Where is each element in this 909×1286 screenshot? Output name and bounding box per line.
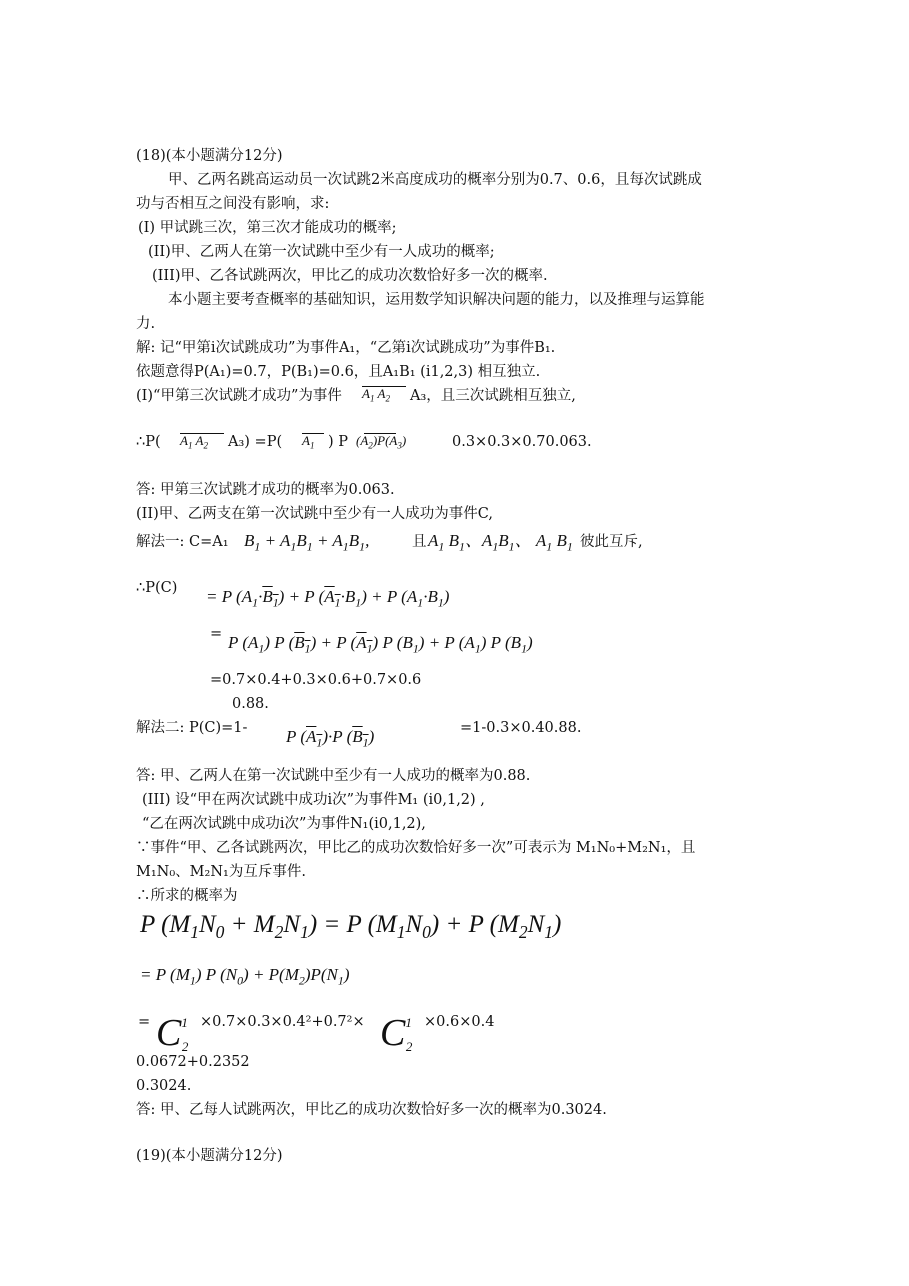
part1-calc: 0.3×0.3×0.70.063. xyxy=(452,434,592,450)
part1-text: A₃，且三次试跳相互独立, xyxy=(410,388,576,404)
part3-text: ∴所求的概率为 xyxy=(136,888,238,904)
answer-2: 答: 甲、乙两人在第一次试跳中至少有一人成功的概率为0.88. xyxy=(136,768,531,784)
question-3: (III)甲、乙各试跳两次，甲比乙的成功次数恰好多一次的概率. xyxy=(152,268,548,284)
question-1: (I) 甲试跳三次，第三次才能成功的概率; xyxy=(138,220,397,236)
binomial-coefficient: $C^12$ xyxy=(380,1012,413,1054)
formula-a1bar-a2bar: $A_1$ $A_2$ xyxy=(180,433,224,453)
part3-text: ∵事件“甲、乙各试跳两次，甲比乙的成功次数恰好多一次”可表示为 M₁N₀+M₂N₁，且 xyxy=(136,840,696,856)
part3-text: “乙在两次试跳中成功i次”为事件N₁(i0,1,2), xyxy=(142,816,426,832)
formula-a1bar-a2bar: $A_1$ $A_2$ xyxy=(362,386,406,406)
method1-text: 且 xyxy=(412,534,427,550)
calc-line: 0.88. xyxy=(232,696,269,712)
calc-line: ×0.7×0.3×0.4²+0.7²× xyxy=(200,1014,365,1030)
calc-line: 0.3024. xyxy=(136,1078,192,1094)
calc-line: ×0.6×0.4 xyxy=(424,1014,495,1030)
note-line: 本小题主要考查概率的基础知识，运用数学知识解决问题的能力，以及推理与运算能 xyxy=(168,292,705,308)
formula-a1bar: $A_1$ xyxy=(302,433,324,453)
equals-sign: = xyxy=(138,1014,151,1030)
solution-intro: 解: 记“甲第i次试跳成功”为事件A₁，“乙第i次试跳成功”为事件B₁. xyxy=(136,340,556,356)
problem-18-heading: (18)(本小题满分12分) xyxy=(136,148,283,164)
pc-label: ∴P(C) xyxy=(136,580,178,596)
given-line: 依题意得P(A₁)=0.7，P(B₁)=0.6，且A₁B₁ (i1,2,3) 相互独立. xyxy=(136,364,541,380)
binomial-coefficient: $C^12$ xyxy=(156,1012,189,1054)
method2-text: =1-0.3×0.40.88. xyxy=(460,720,582,736)
note-line: 力. xyxy=(136,316,156,332)
formula-probability-product: = P $(M_1)$ P $(N_0) + P(M_2)P(N_1)$ xyxy=(140,965,350,988)
formula-probability-sum: P $(M_1N_0 + M_2N_1) = P$ $(M_1N_0) + P$ $(M_2N_1)$ xyxy=(140,911,562,942)
part1-text: (I)“甲第三次试跳才成功”为事件 xyxy=(136,388,342,404)
formula-events-sum: $B_1 + A_1B_1 + A_1B_1$, xyxy=(244,531,370,554)
question-2: (II)甲、乙两人在第一次试跳中至少有一人成功的概率; xyxy=(148,244,495,260)
part1-calc: A₃) =P( xyxy=(228,434,283,450)
part3-text: M₁N₀、M₂N₁为互斥事件. xyxy=(136,864,306,880)
answer-3: 答: 甲、乙每人试跳两次，甲比乙的成功次数恰好多一次的概率为0.3024. xyxy=(136,1102,607,1118)
formula-complement-product: P $(A_1)\cdot P$ $(B_1)$ xyxy=(286,727,375,750)
formula-pc-product: P $(A_1)$ P $(B_1) + P$ $(A_1)$ P $(B_1) + P$ $(A_1)$ P $(B_1)$ xyxy=(228,633,533,656)
formula-pc-expansion: = P $(A_1\cdot B_1) + P$ $(A_1\cdot B_1) + P$ $(A_1\cdot B_1)$ xyxy=(206,587,450,610)
calc-line: =0.7×0.4+0.3×0.6+0.7×0.6 xyxy=(210,672,422,688)
problem-text-line: 甲、乙两名跳高运动员一次试跳2米高度成功的概率分别为0.7、0.6，且每次试跳成 xyxy=(168,172,702,188)
calc-line: 0.0672+0.2352 xyxy=(136,1054,250,1070)
formula-pa2bar-pa3: $(A_2)P(A_3)$ xyxy=(356,433,407,451)
part2-intro: (II)甲、乙两支在第一次试跳中至少有一人成功为事件C, xyxy=(136,506,493,522)
formula-events-list: $A_1$ $B_1$、$A_1B_1$、 $A_1$ $B_1$ xyxy=(428,531,573,554)
method2-text: 解法二: P(C)=1- xyxy=(136,720,248,736)
problem-text-line: 功与否相互之间没有影响，求: xyxy=(136,196,330,212)
part1-calc: ∴P( xyxy=(136,434,161,450)
method1-text: 彼此互斥, xyxy=(580,534,643,550)
method1-text: 解法一: C=A₁ xyxy=(136,534,229,550)
part1-calc: ) P xyxy=(328,434,349,450)
equals-sign: = xyxy=(210,626,223,642)
answer-1: 答: 甲第三次试跳才成功的概率为0.063. xyxy=(136,482,395,498)
part3-text: (III) 设“甲在两次试跳中成功i次”为事件M₁ (i0,1,2) , xyxy=(142,792,485,808)
problem-19-heading: (19)(本小题满分12分) xyxy=(136,1148,283,1164)
